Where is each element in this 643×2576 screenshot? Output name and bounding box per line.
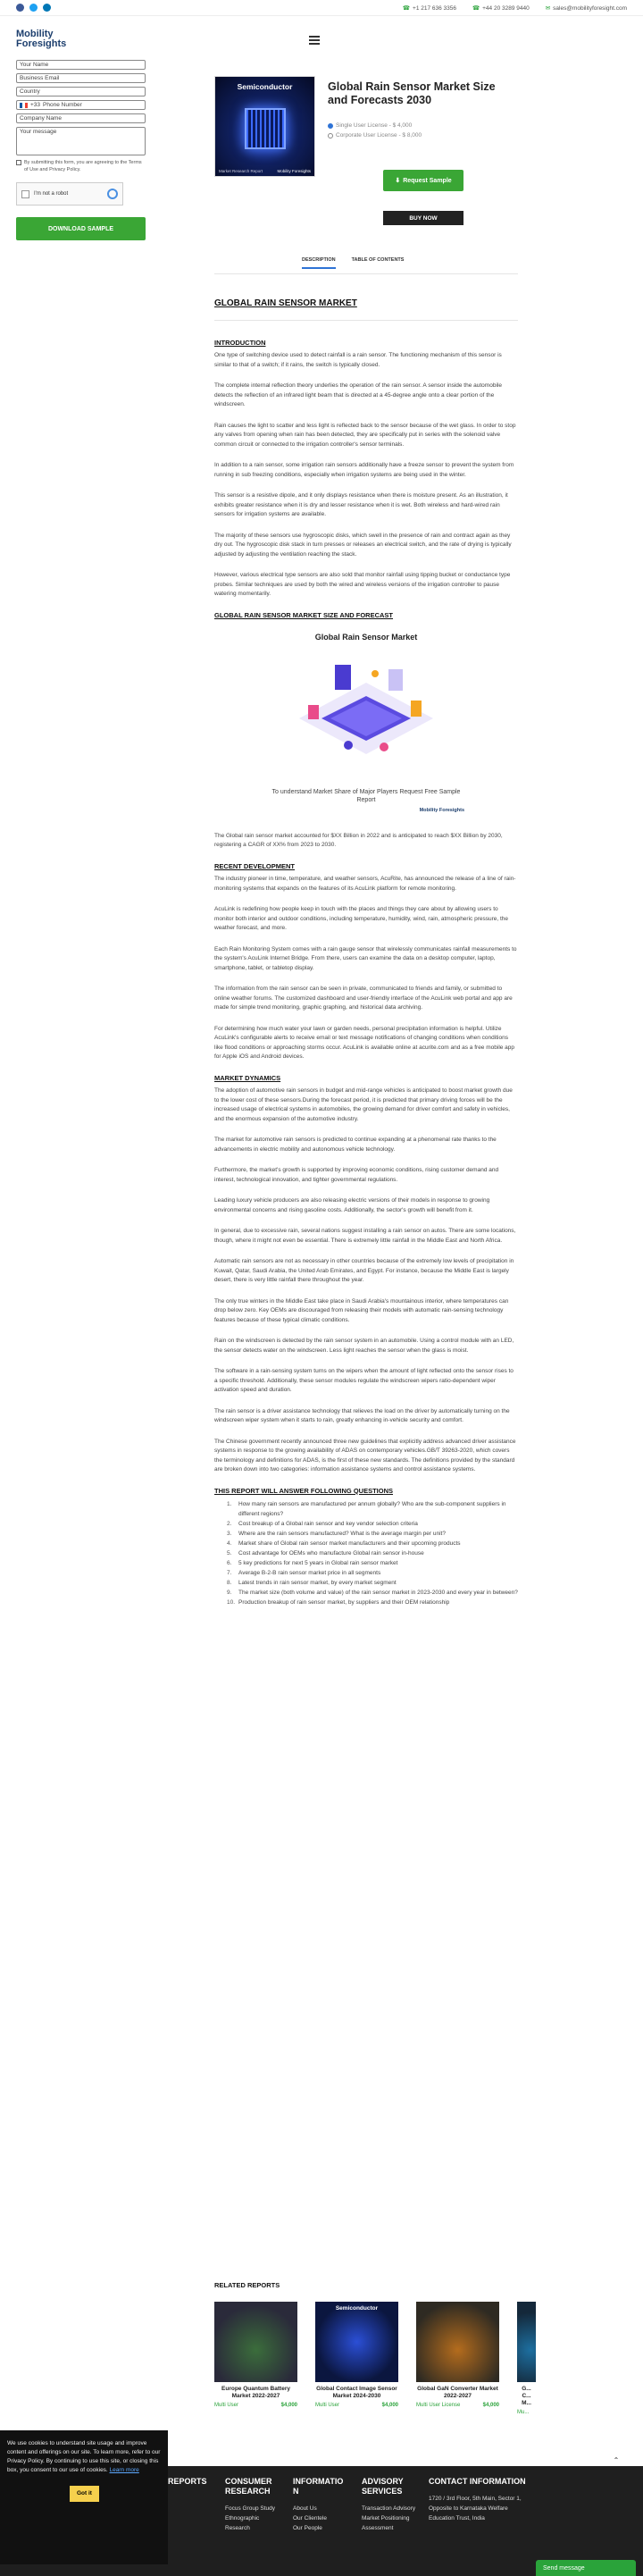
terms-checkbox[interactable]	[16, 160, 21, 165]
radio-icon[interactable]	[328, 133, 333, 138]
radio-selected-icon[interactable]	[328, 123, 333, 129]
got-it-button[interactable]: Got it	[70, 2486, 99, 2502]
section-heading: INTRODUCTION	[214, 338, 266, 347]
scroll-to-top-icon[interactable]: ⌃	[610, 2454, 622, 2466]
request-sample-button[interactable]: ⬇ Request Sample	[383, 170, 463, 191]
paragraph: In addition to a rain sensor, some irrigation rain sensors additionally have a freeze sensor to prevent the system from running in sub freezing conditions, especially when irrigation systems are being used in the winter.	[214, 462, 514, 478]
license-corporate-option[interactable]: Corporate User License - $ 8,000	[328, 132, 422, 138]
paragraph: In general, due to excessive rain, several nations suggest installing a rain sensor on autos. There are some locations, though, where it might not even be essential. There is extremely little rainfall in the Middle East and North Africa.	[214, 1228, 516, 1244]
list-item: 5. Cost advantage for OEMs who manufacture Global rain sensor in-house	[227, 1550, 424, 1557]
article-title: GLOBAL RAIN SENSOR MARKET	[214, 298, 357, 308]
list-item: 6. 5 key predictions for next 5 years in Global rain sensor market	[227, 1560, 398, 1566]
isometric-illustration	[286, 647, 447, 781]
report-cover-image[interactable]: Semiconductor	[315, 2302, 398, 2382]
report-cover-image[interactable]	[517, 2302, 536, 2382]
list-item: 7. Average B-2-B rain sensor market price in all segments	[227, 1570, 381, 1576]
email-field[interactable]: Business Email	[16, 73, 146, 83]
phone-icon: ☎	[472, 4, 480, 12]
paragraph: The only true winters in the Middle East take place in Saudi Arabia's mountainous interior, where temperatures can drop below zero. Key OEMs are discouraged from releasing their models with automatic rain-sensing technology features because of these typical climatic conditions.	[214, 1297, 509, 1323]
paragraph: Leading luxury vehicle producers are also releasing electric versions of their models in response to growing environmental concerns and rising gasoline costs. Additionally, the sector's growth will benefit from it.	[214, 1197, 490, 1213]
footer-col-information: INFORMATIO N About Us Our Clientele Our People	[293, 2477, 344, 2531]
recaptcha[interactable]: I'm not a robot	[16, 182, 123, 206]
footer-col-contact: CONTACT INFORMATION 1720 / 3rd Floor, 5th Main, Sector 1, Opposite to Karnataka Welfare Education Trust, India	[429, 2477, 526, 2521]
site-logo[interactable]: Mobility Foresights	[16, 29, 67, 49]
phone-field[interactable]: +33 Phone Number	[16, 100, 146, 110]
learn-more-link[interactable]: Learn more	[109, 2467, 139, 2473]
paragraph: This sensor is a resistive dipole, and it only displays resistance when there is moisture present. As an illustration, it exhibits greater resistance when it is dry and lesser resistance when it is wet. Both wireless and hard-wired rain sensors for irrigation systems are available.	[214, 492, 508, 517]
buy-now-button[interactable]: BUY NOW	[383, 211, 463, 225]
section-heading: MARKET DYNAMICS	[214, 1073, 281, 1082]
paragraph: Rain causes the light to scatter and less light is reflected back to the sensor because of the wet glass. In order to stop any valves from opening when rain has been detected, they are specifically put in series with the solenoid valve common circuit or connected to the irrigation controller's sensor terminals.	[214, 422, 516, 448]
list-item: 1. How many rain sensors are manufactured per annum globally? Who are the sub-component suppliers in different regions?	[227, 1501, 506, 1517]
report-tabs	[302, 257, 404, 269]
market-infographic: Global Rain Sensor Market To understand Market Share of Major Players Request Free Sample Report Mobility Foresights	[271, 633, 464, 813]
divider	[214, 320, 518, 321]
menu-icon[interactable]	[309, 36, 320, 46]
report-cover-image: Semiconductor Market Research Report Mobility Foresights	[214, 76, 315, 177]
name-field[interactable]: Your Name	[16, 60, 146, 70]
phone-uk-link[interactable]: ☎ +44 20 3289 9440	[472, 4, 530, 12]
footer-col-reports: REPORTS	[168, 2477, 207, 2486]
license-single-option[interactable]: Single User License - $ 4,000	[328, 122, 422, 129]
send-message-button[interactable]: Send message	[536, 2560, 636, 2576]
phone-us-link[interactable]: ☎ +1 217 636 3356	[402, 4, 457, 12]
section-heading: RECENT DEVELOPMENT	[214, 861, 296, 870]
paragraph: The rain sensor is a driver assistance technology that relieves the load on the driver by automatically turning on the windscreen wiper system when it starts to rain, greatly enhancing in-vehicle security and comfort.	[214, 1407, 510, 1423]
paragraph: The adoption of automotive rain sensors in budget and mid-range vehicles is anticipated to boost market growth due to the lower cost of these sensors.During the forecast period, it is predicted that primary driving forces will be the increased usage of electrical systems in automobiles, the growing demand for driver comfort and safety in vehicles, and the enormous expansion of the automotive industry.	[214, 1087, 513, 1122]
captcha-checkbox[interactable]	[21, 190, 29, 198]
related-report-card[interactable]: Global GaN Converter Market 2022-2027 Multi User License $4,000	[416, 2302, 499, 2415]
paragraph: Rain on the windscreen is detected by the rain sensor system in an automobile. Using a control module with an LED, the sensor detects water on the windscreen. Less light reaches the sensor when the glass is moist.	[214, 1338, 514, 1354]
france-flag-icon[interactable]	[20, 103, 28, 108]
download-icon: ⬇	[395, 178, 401, 184]
list-item: 3. Where are the rain sensors manufactured? What is the average margin per unit?	[227, 1531, 446, 1537]
tab-table-of-contents[interactable]: TABLE OF CONTENTS	[351, 257, 405, 263]
related-report-card[interactable]: Europe Quantum Battery Market 2022-2027 Multi User $4,000	[214, 2302, 297, 2415]
tab-description[interactable]: DESCRIPTION	[302, 257, 336, 269]
paragraph: The Chinese government recently announced three new guidelines that explicitly address advanced driver assistance systems in response to the growing availability of ADAS on contemporary vehicles.GB/T 39263-2020, which covers the terminology and definitions for ADAS, is the first of these new standards. The definitions provided by the standard are broken down into two categories: information assistance systems and control assistance systems.	[214, 1438, 516, 1473]
chip-illustration	[245, 108, 286, 149]
facebook-icon[interactable]	[16, 4, 24, 12]
footer-col-advisory: ADVISORY SERVICES Transaction Advisory Market Positioning Assessment	[362, 2477, 416, 2531]
section-heading: GLOBAL RAIN SENSOR MARKET SIZE AND FORECAST	[214, 610, 394, 619]
report-cover-image[interactable]	[416, 2302, 499, 2382]
social-links	[16, 4, 51, 12]
paragraph: For determining how much water your lawn or garden needs, personal precipitation information is helpful. Utilize AcuLink's configurable alerts to receive email or text message notifications of changing conditions when conditions like flood conditions or approaching storms occur. AcuLink is available online at acurite.com and as a free mobile app for Apple iOS and Android devices.	[214, 1025, 515, 1060]
mail-icon: ✉	[545, 4, 551, 12]
product-title: Global Rain Sensor Market Size and Forecasts 2030	[328, 80, 496, 106]
list-item: 8. Latest trends in rain sensor market, by every market segment	[227, 1580, 397, 1586]
section-heading: THIS REPORT WILL ANSWER FOLLOWING QUESTIONS	[214, 1486, 393, 1495]
header	[0, 16, 643, 63]
paragraph: AcuLink is redefining how people keep in touch with the places and things they care about by allowing users to monitor both interior and outdoor conditions, including temperature, humidity, wind, rain, atmospheric pressure, the weather forecast, and more.	[214, 906, 509, 931]
company-field[interactable]: Company Name	[16, 113, 146, 123]
report-description	[214, 299, 518, 1622]
linkedin-icon[interactable]	[43, 4, 51, 12]
country-field[interactable]: Country	[16, 87, 146, 96]
list-item: 10. Production breakup of rain sensor market, by suppliers and their OEM relationship	[227, 1599, 450, 1606]
list-item: 2. Cost breakup of a Global rain sensor and key vendor selection criteria	[227, 1521, 418, 1527]
top-bar	[0, 0, 643, 16]
paragraph: The industry pioneer in time, temperature, and weather sensors, AcuRite, has announced the release of a line of rain-monitoring systems that expands on the features of its AcuLink platform for remote monitoring.	[214, 876, 516, 892]
list-item: 9. The market size (both volume and value) of the rain sensor market in 2023-2030 and every year in between?	[227, 1590, 518, 1596]
related-report-card[interactable]: G... C... M... Mu...	[517, 2302, 536, 2415]
paragraph: The Global rain sensor market accounted for $XX Billion in 2022 and is anticipated to reach $XX Billion by 2030, registering a CAGR of XX% from 2023 to 2030.	[214, 832, 503, 848]
terms-agreement: By submitting this form, you are agreeing to the Terms of Use and Privacy Policy.	[16, 159, 146, 173]
sample-request-form	[16, 60, 146, 240]
paragraph: The software in a rain-sensing system turns on the wipers when the amount of light reflected onto the sensor rises to a specific threshold. Additionally, these sensor modules regulate the windscreen wipers ratio-dependent wiper activation speed and duration.	[214, 1368, 514, 1393]
paragraph: The majority of these sensors use hygroscopic disks, which swell in the presence of rain and contract again as they dry out. The hygroscopic disk stack in turn presses or releases an electrical switch, and the rate of drying is typically adjusted by adjusting the ventilation reaching the stack.	[214, 532, 512, 558]
email-link[interactable]: ✉ sales@mobilityforesight.com	[545, 4, 627, 12]
paragraph: Automatic rain sensors are not as necessary in other countries because of the extremely low levels of precipitation in Kuwait, Qatar, Saudi Arabia, the United Arab Emirates, and Egypt. For instance, because the Middle East is largely desert, there is very little rainfall there throughout the year.	[214, 1258, 514, 1283]
download-sample-button[interactable]: DOWNLOAD SAMPLE	[16, 217, 146, 240]
footer-col-consumer: CONSUMER RESEARCH Focus Group Study Ethnographic Research	[225, 2477, 275, 2531]
questions-list	[214, 1499, 518, 1607]
paragraph: Furthermore, the market's growth is supported by improving economic conditions, rising customer demand and interest, technological innovation, and tighter governmental regulations.	[214, 1167, 499, 1183]
paragraph: Each Rain Monitoring System comes with a rain gauge sensor that wirelessly communicates rainfall measurements to the system's AcuLink Internet Bridge. From there, users can examine the data on a desktop computer, laptop, smartphone, tablet, or tabletop display.	[214, 945, 517, 971]
paragraph: The complete internal reflection theory underlies the operation of the rain sensor. A sensor inside the automobile detects the reflection of an infrared light beam that is directed at a 45-degree angle onto a clear portion of the windscreen.	[214, 382, 502, 407]
paragraph: The market for automotive rain sensors is predicted to continue expanding at a phenomenal rate thanks to the advancements in electric mobility and autonomous vehicle technology.	[214, 1137, 497, 1153]
license-options	[328, 122, 422, 142]
message-field[interactable]: Your message	[16, 127, 146, 155]
paragraph: However, various electrical type sensors are also sold that monitor rainfall using tipping bucket or conductance type probes. Similar techniques are used by both the wired and wireless versions of the irrigation controller to pause watering momentarily.	[214, 572, 511, 597]
recaptcha-logo-icon	[107, 189, 118, 199]
related-report-card[interactable]: Semiconductor Global Contact Image Sensor Market 2024-2030 Multi User $4,000	[315, 2302, 398, 2415]
paragraph: The information from the rain sensor can be seen in private, communicated to friends and family, or submitted to online weather forums. The customized dashboard and user-friendly interface of the AcuLink web portal and app are made for simple trend monitoring, graphic graphing, and historical data archiving.	[214, 986, 513, 1011]
tab-divider	[214, 273, 518, 274]
report-cover-image[interactable]	[214, 2302, 297, 2382]
phone-icon: ☎	[402, 4, 411, 12]
paragraph: One type of switching device used to detect rainfall is a rain sensor. The functioning mechanism of this sensor is similar to that of a switch; if it rains, the switch is typically closed.	[214, 352, 502, 368]
cookie-banner: We use cookies to understand site usage and improve content and offerings on our site. To learn more, refer to our Privacy Policy. By continuing to use this site, or closing this box, you consent to our use of cookies. Learn more Got it	[0, 2430, 168, 2564]
related-heading: RELATED REPORTS	[214, 2281, 280, 2289]
twitter-icon[interactable]	[29, 4, 38, 12]
list-item: 4. Market share of Global rain sensor market manufacturers and their upcoming products	[227, 1540, 461, 1547]
related-reports	[214, 2281, 536, 2415]
